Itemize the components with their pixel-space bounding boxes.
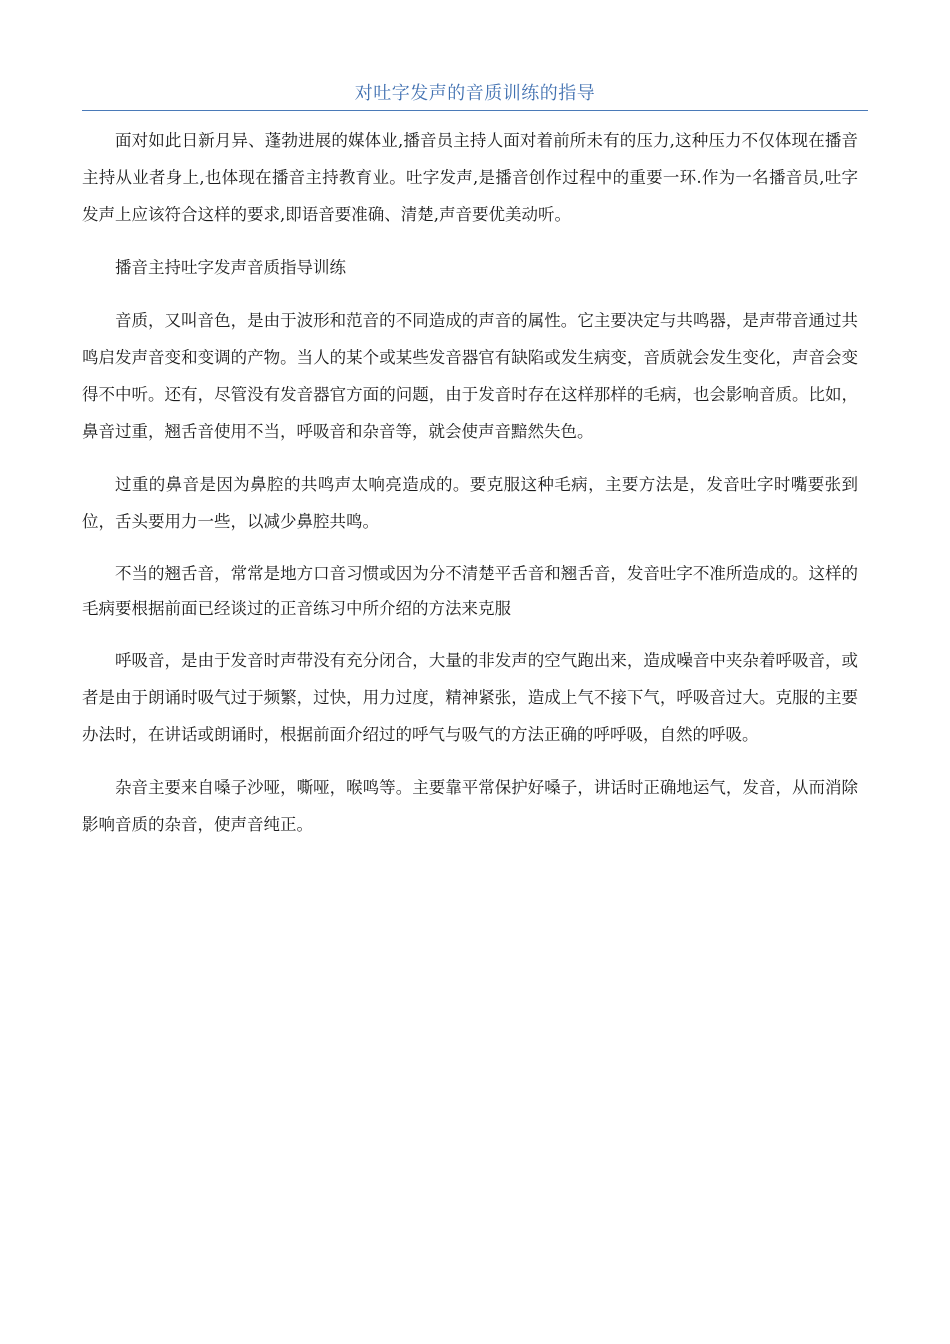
paragraph-retroflex: 不当的翘舌音，常常是地方口音习惯或因为分不清楚平舌音和翘舌音，发音吐字不准所造成的。这样的毛病要根据前面已经谈过的正音练习中所介绍的方法来克服 bbox=[82, 564, 858, 618]
page-title: 对吐字发声的音质训练的指导 bbox=[354, 83, 596, 104]
paragraph-nasal: 过重的鼻音是因为鼻腔的共鸣声太响亮造成的。要克服这种毛病，主要方法是，发音吐字时嘴要张到位，舌头要用力一些，以减少鼻腔共鸣。 bbox=[82, 475, 858, 531]
paragraph-timbre: 音质，又叫音色，是由于波形和范音的不同造成的声音的属性。它主要决定与共鸣器，是声带音通过共鸣启发声音变和变调的产物。当人的某个或某些发音器官有缺陷或发生病变，音质就会发生变化，声音会变得不中听。还有，尽管没有发音器官方面的问题，由于发音时存在这样那样的毛病，也会影响音质。比如，鼻音过重，翘舌音使用不当，呼吸音和杂音等，就会使声音黯然失色。 bbox=[82, 311, 858, 441]
paragraph-breath: 呼吸音，是由于发音时声带没有充分闭合，大量的非发声的空气跑出来，造成噪音中夹杂着呼吸音，或者是由于朗诵时吸气过于频繁，过快，用力过度，精神紧张，造成上气不接下气，呼吸音过大。克服的主要办法时，在讲话或朗诵时，根据前面介绍过的呼气与吸气的方法正确的呼呼吸，自然的呼吸。 bbox=[82, 651, 858, 744]
page-header bbox=[82, 80, 868, 111]
paragraph-noise: 杂音主要来自嗓子沙哑，嘶哑，喉鸣等。主要靠平常保护好嗓子，讲话时正确地运气，发音，从而消除影响音质的杂音，使声音纯正。 bbox=[82, 778, 858, 834]
document-body bbox=[82, 122, 858, 859]
paragraph-intro: 面对如此日新月异、蓬勃进展的媒体业,播音员主持人面对着前所未有的压力,这种压力不仅体现在播音主持从业者身上,也体现在播音主持教育业。吐字发声,是播音创作过程中的重要一环.作为一名播音员,吐字发声上应该符合这样的要求,即语音要准确、清楚,声音要优美动听。 bbox=[82, 131, 858, 224]
section-heading: 播音主持吐字发声音质指导训练 bbox=[115, 258, 346, 277]
